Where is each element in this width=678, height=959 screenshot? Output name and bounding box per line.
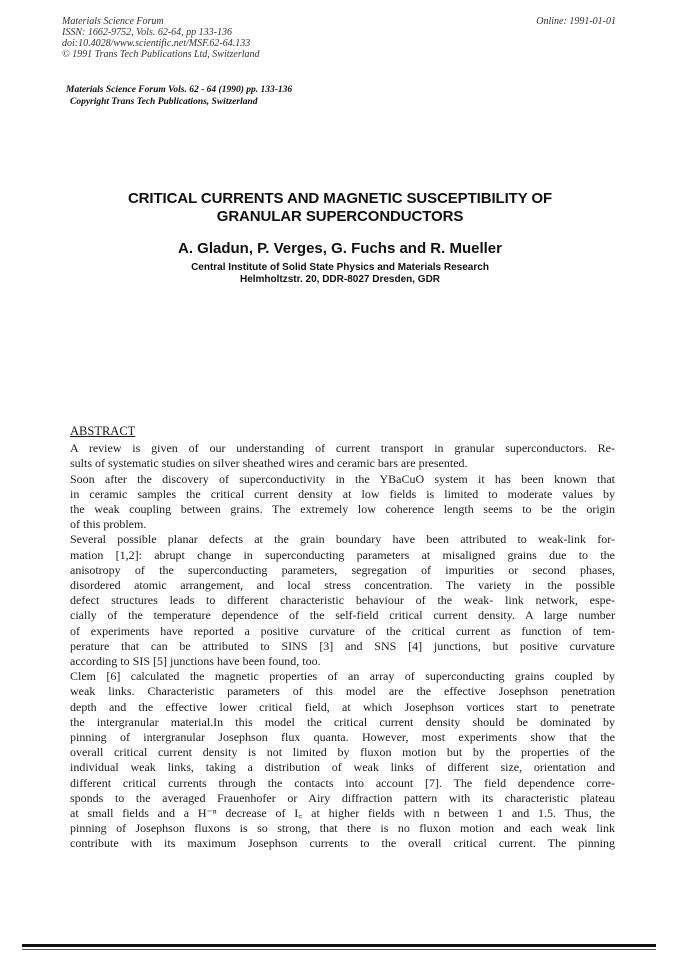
- body-text-line: Clem [6] calculated the magnetic properties of an array of superconducting grains coupled by: [70, 669, 615, 684]
- abstract-heading: ABSTRACT: [70, 424, 136, 438]
- footer-rule: [22, 944, 656, 947]
- copyright-line: © 1991 Trans Tech Publications Ltd, Switzerland: [62, 49, 260, 60]
- abstract-section: [70, 424, 615, 852]
- abstract-body: [70, 441, 615, 851]
- doi-line: doi:10.4028/www.scientific.net/MSF.62-64.133: [62, 38, 251, 49]
- source-copyright-line: Copyright Trans Tech Publications, Switzerland: [70, 97, 258, 107]
- body-text-line: defect structures leads to different characteristic behaviour of the weak- link network, espe-: [70, 593, 615, 608]
- body-text-line: at small fields and a H⁻ⁿ decrease of I꜀ at higher fields with n between 1 and 1.5. Thus, the: [70, 806, 615, 821]
- body-text-line: Soon after the discovery of superconductivity in the YBaCuO system it has been known that: [70, 471, 615, 486]
- source-reference: [66, 84, 292, 108]
- body-text-line: contribute with its maximum Josephson currents to the overall critical current. The pinning: [70, 836, 615, 851]
- body-text-line: different critical currents through the contacts into account [7]. The field dependence corre-: [70, 775, 615, 790]
- body-text-line: Several possible planar defects at the grain boundary have been attributed to weak-link for-: [70, 532, 615, 547]
- issn-line: ISSN: 1662-9752, Vols. 62-64, pp 133-136: [62, 27, 232, 38]
- footer-rule-thin: [22, 949, 656, 950]
- body-text-line: the intergranular material.In this model the critical current density should be dominated by: [70, 714, 615, 729]
- body-text-line: disordered atomic arrangement, and local stress concentration. The variety in the possible: [70, 578, 615, 593]
- journal-header: [62, 16, 260, 60]
- body-text-line: A review is given of our understanding of current transport in granular superconductors. Re-: [70, 441, 615, 456]
- title-line: CRITICAL CURRENTS AND MAGNETIC SUSCEPTIBILITY OF: [127, 190, 553, 207]
- body-text-line: depth and the effective lower critical field, at which Josephson vortices start to penetrate: [70, 699, 615, 714]
- body-text-line: in ceramic samples the critical current density at low fields is limited to moderate values by: [70, 486, 615, 501]
- body-text-line: the weak coupling between grains. The extremely low coherence length seems to be the origin: [70, 502, 615, 517]
- body-text-line: overall critical current density is not limited by fluxon motion but by the properties of the: [70, 745, 615, 760]
- body-text-line: anisotropy of the superconducting parameters, segregation of impurities or second phases,: [70, 562, 615, 577]
- journal-name: Materials Science Forum: [62, 16, 164, 27]
- body-text-line: weak links. Characteristic parameters of this model are the effective Josephson penetration: [70, 684, 615, 699]
- body-text-line: sponds to the averaged Frauenhofer or Airy diffraction pattern with its characteristic plateau: [70, 790, 615, 805]
- body-text-line: mation [1,2]: abrupt change in superconducting parameters at misaligned grains due to the: [70, 547, 615, 562]
- body-text-line: of this problem.: [70, 517, 147, 532]
- body-text-line: pinning of Josephson fluxons is so strong, that there is no fluxon motion and each weak link: [70, 821, 615, 836]
- paper-title: [62, 190, 618, 226]
- source-volume-line: Materials Science Forum Vols. 62 - 64 (1990) pp. 133-136: [66, 85, 293, 95]
- body-text-line: perature that can be attributed to SINS [3] and SNS [4] junctions, but positive curvature: [70, 638, 615, 653]
- body-text-line: sults of systematic studies on silver sheathed wires and ceramic bars are presented.: [70, 456, 468, 471]
- body-text-line: pinning of intergranular Josephson flux quanta. However, most experiments show that the: [70, 730, 615, 745]
- title-line: GRANULAR SUPERCONDUCTORS: [216, 208, 464, 225]
- online-date: Online: 1991-01-01: [536, 16, 616, 27]
- body-text-line: cially of the temperature dependence of the self-field critical current density. A large number: [70, 608, 615, 623]
- affiliation-address: Helmholtzstr. 20, DDR-8027 Dresden, GDR: [239, 274, 441, 285]
- body-text-line: of experiments have reported a positive curvature of the critical current as function of tem-: [70, 623, 615, 638]
- author-list: A. Gladun, P. Verges, G. Fuchs and R. Mueller: [178, 240, 502, 257]
- body-text-line: according to SIS [5] junctions have been found, too.: [70, 654, 321, 669]
- body-text-line: individual weak links, taking a distribution of weak links of different size, orientation and: [70, 760, 615, 775]
- affiliation: [62, 262, 618, 286]
- affiliation-institute: Central Institute of Solid State Physics and Materials Research: [191, 262, 489, 273]
